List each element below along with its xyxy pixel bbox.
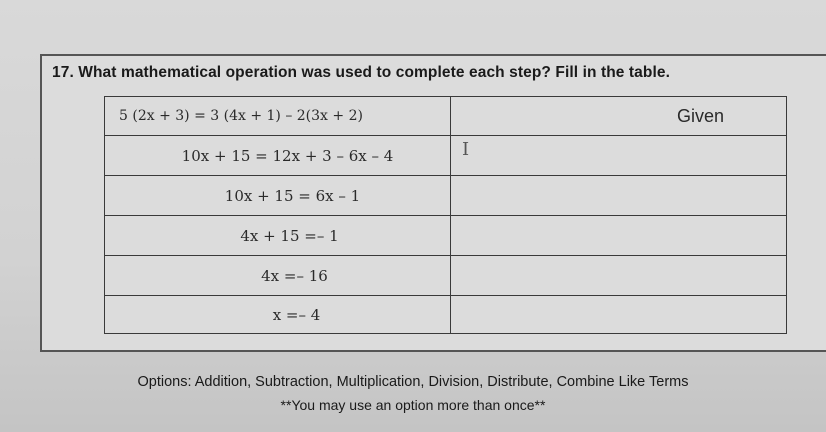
table-row (105, 216, 786, 256)
step-cell: 10x + 15 = 6x – 1 (105, 176, 451, 215)
options-text: Options: Addition, Subtraction, Multiplication, Division, Distribute, Combine Like Terms (137, 374, 689, 390)
operation-input[interactable] (451, 136, 786, 175)
operation-input[interactable] (451, 296, 786, 333)
operation-cell: Given (676, 105, 724, 126)
steps-table (104, 96, 787, 334)
table-row (105, 97, 786, 136)
step-cell: 4x + 15 =– 1 (105, 216, 451, 255)
step-cell: 5 (2x + 3) = 3 (4x + 1) – 2(3x + 2) (105, 97, 451, 135)
step-cell: 4x =– 16 (105, 256, 451, 295)
operation-input[interactable] (451, 176, 786, 215)
text-cursor-icon: I (462, 139, 470, 160)
step-cell: x =– 4 (105, 296, 451, 333)
step-cell: 10x + 15 = 12x + 3 – 6x – 4 (105, 136, 451, 175)
table-row (105, 136, 786, 176)
worksheet-panel (40, 54, 826, 352)
note-text: **You may use an option more than once** (280, 397, 546, 413)
table-row (105, 176, 786, 216)
operation-input[interactable] (451, 256, 786, 295)
operation-input[interactable] (451, 216, 786, 255)
question-text: 17. What mathematical operation was used to complete each step? Fill in the table. (52, 64, 671, 81)
table-row (105, 296, 786, 333)
table-row (105, 256, 786, 296)
